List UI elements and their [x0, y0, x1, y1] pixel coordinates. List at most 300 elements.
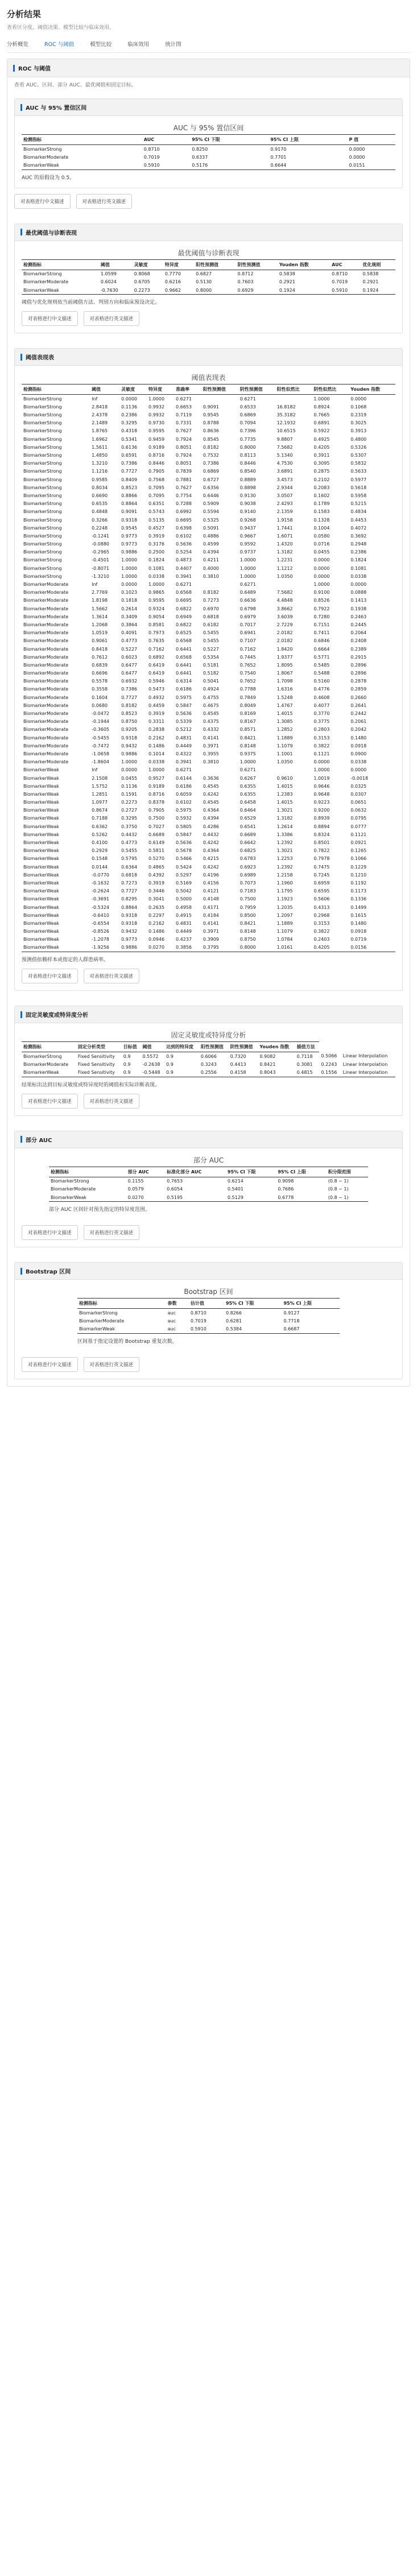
table-cell: 0.0455 — [313, 549, 330, 555]
table-header-row — [22, 384, 395, 395]
table-cell: 0.5795 — [121, 856, 138, 862]
table-cell: 0.8898 — [240, 485, 256, 490]
table-cell: 0.1938 — [350, 606, 367, 611]
table-cell: 0.6869 — [240, 412, 256, 418]
table-row — [22, 919, 395, 927]
table-cell: 0.2896 — [350, 671, 367, 676]
table-cell: 3.8662 — [276, 606, 293, 611]
column-header: 95% CI 下限 — [190, 135, 269, 145]
table-row — [22, 814, 395, 822]
table-row — [22, 726, 395, 734]
table-cell: -0.1241 — [92, 533, 110, 539]
fixed-table — [22, 1041, 395, 1077]
table-cell: 2.4378 — [92, 412, 108, 418]
table-cell: 1.3182 — [276, 549, 293, 555]
table-cell: 0.1583 — [313, 509, 330, 515]
column-header: Youden 指数 — [349, 384, 395, 395]
table-cell: 0.7978 — [313, 856, 330, 862]
table-cell: 0.6271 — [240, 396, 256, 402]
table-cell: 0.5771 — [313, 654, 330, 660]
table-cell: 1.0000 — [148, 582, 165, 588]
table-cell: 0.7017 — [240, 622, 256, 627]
table-cell: 0.6695 — [175, 598, 192, 603]
table-cell: 0.3295 — [121, 816, 138, 821]
table-cell: 0.6822 — [175, 606, 192, 611]
column-header: 插值方法 — [295, 1042, 320, 1052]
describe-cn-button[interactable]: 对表格进行中文描述 — [22, 1094, 78, 1109]
table-cell: 0.2273 — [133, 286, 163, 295]
table-row — [22, 944, 395, 952]
table-cell: BiomarkerWeak — [23, 904, 60, 910]
table-cell: 0.8500 — [240, 912, 256, 918]
table-row — [22, 799, 395, 807]
table-cell: -0.8526 — [92, 929, 110, 935]
table-row — [77, 1325, 340, 1334]
table-cell: 1.0000 — [121, 573, 138, 579]
table-cell: 0.9130 — [240, 493, 256, 498]
table-cell: 0.5160 — [313, 679, 330, 684]
table-cell: 1.2383 — [276, 791, 293, 797]
table-cell: BiomarkerStrong — [23, 573, 62, 579]
table-cell: 0.9100 — [313, 590, 330, 596]
table-cell: 1.0350 — [276, 573, 293, 579]
table-cell: BiomarkerStrong — [23, 412, 62, 418]
opt-table-caption: 最优阈值与诊断表现 — [177, 249, 240, 257]
table-cell: 1.3021 — [276, 848, 293, 854]
table-cell: 0.7396 — [240, 428, 256, 434]
table-cell: 0.6477 — [121, 671, 138, 676]
table-cell: 0.6822 — [175, 622, 192, 627]
table-cell: 0.4392 — [148, 872, 165, 878]
column-header: 阴性预测值 — [238, 384, 275, 395]
table-cell: 0.5847 — [175, 702, 192, 708]
describe-en-button[interactable]: 对表格进行英文描述 — [76, 194, 133, 209]
describe-en-button[interactable]: 对表格进行英文描述 — [84, 311, 140, 326]
table-cell: 0.0579 — [127, 1186, 144, 1192]
table-cell: 0.5339 — [175, 719, 192, 725]
table-cell: 0.2408 — [350, 638, 367, 644]
table-cell: 0.0921 — [350, 840, 367, 846]
table-cell: 0.3095 — [313, 461, 330, 466]
table-cell: 0.3919 — [148, 880, 165, 886]
table-cell: -0.1632 — [92, 880, 110, 886]
table-cell: 7.5682 — [276, 590, 293, 596]
table-row — [22, 597, 395, 605]
table-cell: 0.6314 — [175, 679, 192, 684]
table-cell: 0.8866 — [121, 493, 138, 498]
table-cell: 1.2852 — [276, 727, 293, 733]
table-cell: 0.6891 — [313, 420, 330, 426]
table-cell: BiomarkerStrong — [23, 565, 62, 571]
table-cell: 0.1066 — [350, 856, 367, 862]
table-cell: 0.7320 — [230, 1053, 246, 1059]
table-cell: 0.4773 — [121, 840, 138, 846]
table-cell: 0.5254 — [175, 549, 192, 555]
column-header: AUC — [330, 259, 361, 270]
table-cell: 0.7119 — [175, 412, 192, 418]
table-cell: BiomarkerWeak — [23, 800, 60, 805]
describe-cn-button[interactable]: 对表格进行中文描述 — [22, 1357, 78, 1372]
table-cell: 0.8409 — [121, 477, 138, 482]
table-cell: 0.4184 — [203, 912, 219, 918]
table-cell: 0.8113 — [240, 453, 256, 458]
table-cell: 0.7073 — [240, 880, 256, 886]
table-cell: 0.7532 — [203, 453, 219, 458]
table-cell: 0.2064 — [350, 630, 367, 636]
table-cell: 0.7727 — [121, 694, 138, 700]
table-row — [22, 734, 395, 742]
table-cell: 1.6316 — [276, 687, 293, 692]
roc-panel-title: ROC 与阈值 — [18, 66, 51, 72]
describe-cn-button[interactable]: 对表格进行中文描述 — [22, 311, 78, 326]
accent-bar — [20, 104, 22, 111]
table-cell: 2.7229 — [276, 622, 293, 627]
table-cell: 0.8523 — [121, 711, 138, 717]
table-cell: 0.8716 — [148, 791, 165, 797]
table-cell: 0.0000 — [349, 154, 365, 160]
table-cell: 0.0000 — [313, 573, 330, 579]
table-row — [22, 1052, 395, 1061]
table-cell: 0.1014 — [148, 751, 165, 756]
table-row — [22, 475, 395, 483]
table-cell: 0.3941 — [175, 573, 192, 579]
table-cell: 0.7653 — [167, 1179, 183, 1184]
table-cell: 1.4767 — [276, 702, 293, 708]
table-cell: 0.1789 — [313, 501, 330, 507]
column-header: AUC — [142, 135, 190, 145]
table-cell: 0.8034 — [92, 485, 108, 490]
table-cell: 0.9459 — [148, 436, 165, 442]
table-cell: 1.2392 — [276, 864, 293, 870]
table-cell: 0.7924 — [175, 453, 192, 458]
table-cell: BiomarkerWeak — [23, 840, 60, 846]
table-cell: 0.0455 — [121, 775, 138, 781]
table-cell: 0.2838 — [148, 727, 165, 733]
table-row — [22, 468, 395, 475]
table-cell: 0.7331 — [175, 420, 192, 426]
table-cell: 1.0000 — [240, 557, 256, 563]
column-header: 检测指标 — [22, 259, 99, 270]
table-cell: 0.6271 — [175, 767, 192, 773]
table-cell: BiomarkerModerate — [23, 582, 69, 588]
table-cell: 0.7183 — [240, 888, 256, 894]
table-cell: 0.4148 — [203, 896, 219, 902]
table-cell: 0.1824 — [148, 557, 165, 563]
table-row — [22, 750, 395, 758]
tab-clinical-utility[interactable]: 临床效用 — [127, 42, 150, 48]
table-cell: 0.0338 — [148, 573, 165, 579]
table-cell: 0.4375 — [203, 719, 219, 725]
table-row — [22, 685, 395, 693]
table-cell: BiomarkerModerate — [23, 759, 69, 765]
table-cell: BiomarkerModerate — [23, 694, 69, 700]
table-cell: 0.6419 — [148, 671, 165, 676]
table-cell: 0.2403 — [313, 937, 330, 942]
table-cell: 0.7905 — [148, 808, 165, 813]
table-cell: BiomarkerStrong — [23, 517, 62, 523]
table-cell: 1.2097 — [276, 912, 293, 918]
table-cell: -0.0018 — [350, 775, 369, 781]
table-row — [49, 1185, 368, 1193]
table-cell: 0.5384 — [224, 1325, 282, 1334]
table-cell: 1.3085 — [276, 719, 293, 725]
table-cell: 0.6970 — [203, 606, 219, 611]
table-cell: 0.8418 — [92, 646, 108, 652]
table-cell: 0.3409 — [121, 614, 138, 619]
table-cell: 1.2035 — [276, 904, 293, 910]
table-cell: 0.0651 — [350, 800, 367, 805]
table-cell: 0.0338 — [350, 573, 367, 579]
table-cell: 0.5977 — [350, 477, 367, 482]
table-cell: 0.1486 — [148, 743, 165, 749]
table-cell: BiomarkerModerate — [23, 711, 69, 717]
table-cell: 0.9932 — [148, 412, 165, 418]
table-cell: Fixed Sensitivity — [76, 1068, 122, 1077]
table-cell: 0.5215 — [350, 501, 367, 507]
tab-model-compare[interactable]: 模型比较 — [90, 42, 112, 48]
tab-roc-threshold[interactable]: ROC 与阈值 — [44, 42, 75, 48]
table-cell: 0.6642 — [240, 840, 256, 846]
table-row — [49, 1177, 368, 1185]
table-cell: 0.7635 — [148, 638, 165, 644]
table-cell: 0.4364 — [203, 808, 219, 813]
table-cell: -0.3691 — [92, 896, 110, 902]
table-cell: 0.6267 — [240, 775, 256, 781]
table-row — [22, 427, 395, 435]
table-row — [22, 903, 395, 911]
table-cell: -0.8071 — [92, 565, 110, 571]
table-cell: 0.4815 — [295, 1068, 320, 1077]
table-cell: 0.7822 — [313, 848, 330, 854]
table-cell: 0.1023 — [121, 590, 138, 596]
table-row — [22, 483, 395, 491]
table-cell: 0.8864 — [121, 904, 138, 910]
table-cell: 2.0182 — [276, 630, 293, 636]
table-cell: BiomarkerWeak — [23, 775, 60, 781]
table-cell: 12.1932 — [276, 420, 296, 426]
table-cell: 1.0000 — [240, 759, 256, 765]
table-cell: 0.8710 — [143, 146, 160, 152]
table-cell: 0.7770 — [164, 271, 181, 277]
describe-en-button[interactable]: 对表格进行英文描述 — [84, 969, 140, 983]
table-cell: 0.4318 — [121, 428, 138, 434]
table-cell: 0.6144 — [175, 775, 192, 781]
column-header: Youden 指数 — [278, 259, 330, 270]
table-cell: 0.6355 — [240, 791, 256, 797]
table-cell: Linear Interpolation — [342, 1053, 388, 1059]
table-cell: 0.7718 — [283, 1318, 300, 1324]
table-cell: 0.1336 — [350, 896, 367, 902]
table-cell: 0.0716 — [313, 541, 330, 547]
table-cell: 0.7162 — [240, 646, 256, 652]
table-cell: 0.2635 — [148, 904, 165, 910]
describe-en-button[interactable]: 对表格进行英文描述 — [84, 1357, 140, 1372]
table-cell: 0.4915 — [175, 912, 192, 918]
table-cell: 2.0182 — [276, 638, 293, 644]
table-cell: 0.6664 — [313, 646, 330, 652]
table-row — [22, 847, 395, 855]
tab-stat-plots[interactable]: 统计图 — [165, 42, 181, 48]
table-cell: 0.6441 — [175, 646, 192, 652]
table-cell: -0.7472 — [92, 743, 110, 749]
table-cell: 0.5326 — [350, 444, 367, 450]
table-cell: 0.1081 — [350, 565, 367, 571]
table-cell: 0.8148 — [240, 743, 256, 749]
table-cell: 0.9 — [166, 1053, 174, 1059]
table-cell: 0.3750 — [121, 824, 138, 829]
table-cell: 0.7540 — [240, 671, 256, 676]
table-cell: 1.7441 — [276, 525, 293, 531]
column-header: 95% CI 上限 — [282, 1299, 340, 1309]
table-cell: 1.4320 — [276, 541, 293, 547]
table-cell: BiomarkerWeak — [23, 824, 60, 829]
table-cell: 0.7386 — [121, 461, 138, 466]
table-cell: 0.6337 — [192, 154, 208, 160]
table-cell: 0.4776 — [313, 687, 330, 692]
describe-cn-button[interactable]: 对表格进行中文描述 — [14, 194, 71, 209]
table-cell: 0.3971 — [203, 743, 219, 749]
table-cell: (0.8 ~ 1) — [327, 1193, 368, 1202]
table-cell: 0.7280 — [313, 614, 330, 619]
table-cell: BiomarkerModerate — [23, 622, 69, 627]
table-row — [22, 532, 395, 540]
table-cell: 0.0000 — [313, 557, 330, 563]
table-cell: 0.3176 — [148, 541, 165, 547]
table-cell: 0.4141 — [203, 920, 219, 926]
table-cell: 0.4215 — [203, 856, 219, 862]
table-cell: BiomarkerStrong — [23, 509, 62, 515]
table-cell: BiomarkerStrong — [23, 525, 62, 531]
boot-table — [77, 1298, 340, 1334]
table-cell: BiomarkerStrong — [23, 493, 62, 498]
table-cell: 1.8420 — [276, 646, 293, 652]
table-cell: 0.4332 — [203, 727, 219, 733]
table-cell: 1.1216 — [92, 469, 108, 474]
accent-bar — [20, 1011, 22, 1018]
table-cell: 0.4755 — [203, 694, 219, 700]
table-cell: 0.0325 — [350, 783, 367, 789]
table-cell: 0.5838 — [279, 271, 295, 277]
table-cell: 0.9432 — [121, 929, 138, 935]
table-cell: Fixed Sensitivity — [77, 1061, 115, 1067]
auc-table — [22, 134, 395, 170]
table-cell: 0.9205 — [121, 727, 138, 733]
table-cell: -1.2078 — [92, 937, 110, 942]
table-cell: 2.9344 — [276, 485, 293, 490]
table-cell: BiomarkerStrong — [23, 271, 62, 277]
table-cell: 0.7386 — [203, 461, 219, 466]
table-cell: 0.6541 — [240, 824, 256, 829]
table-cell: 1.1001 — [276, 751, 293, 756]
table-cell: 0.7273 — [203, 598, 219, 603]
table-cell: BiomarkerStrong — [23, 461, 62, 466]
table-cell: 0.1004 — [313, 525, 330, 531]
table-cell: 0.1615 — [350, 912, 367, 918]
table-cell: 0.2083 — [313, 485, 330, 490]
table-cell: 0.6214 — [227, 1179, 243, 1184]
table-row — [22, 613, 395, 621]
table-cell: 0.9054 — [148, 614, 165, 619]
table-cell: 1.0000 — [313, 767, 330, 773]
table-cell: 0.6446 — [203, 493, 219, 498]
table-cell: 0.3909 — [203, 937, 219, 942]
pauc-box — [14, 1131, 403, 1248]
table-cell: 0.7839 — [175, 469, 192, 474]
table-cell: 0.4364 — [203, 848, 219, 854]
describe-en-button[interactable]: 对表格进行英文描述 — [84, 1094, 140, 1109]
table-cell: 1.1795 — [276, 888, 293, 894]
table-cell: 0.2319 — [350, 412, 367, 418]
table-cell: 0.6489 — [240, 590, 256, 596]
column-header: 阳性预测值 — [201, 384, 238, 395]
table-cell: BiomarkerStrong — [79, 1310, 118, 1316]
table-cell: BiomarkerStrong — [23, 557, 62, 563]
table-cell: 0.8501 — [313, 840, 330, 846]
table-cell: 0.2162 — [148, 735, 165, 741]
table-cell: BiomarkerWeak — [22, 1068, 76, 1077]
table-cell: 0.7151 — [313, 622, 330, 627]
table-cell: BiomarkerStrong — [23, 1053, 62, 1059]
table-cell: BiomarkerWeak — [23, 912, 60, 918]
table-cell: 0.8182 — [121, 702, 138, 708]
table-row — [22, 637, 395, 645]
table-cell: 0.3266 — [92, 517, 108, 523]
describe-cn-button[interactable]: 对表格进行中文描述 — [22, 969, 78, 983]
pauc-table — [49, 1167, 368, 1202]
table-cell: 0.9 — [164, 1068, 199, 1077]
table-cell: 0.4831 — [175, 735, 192, 741]
table-cell: 0.8894 — [313, 824, 330, 829]
table-cell: 0.3971 — [203, 929, 219, 935]
table-cell: BiomarkerModerate — [23, 687, 69, 692]
describe-cn-button[interactable]: 对表格进行中文描述 — [22, 1225, 78, 1240]
table-cell: 0.7245 — [313, 872, 330, 878]
table-cell: 0.8049 — [240, 702, 256, 708]
table-cell: 0.6533 — [240, 404, 256, 410]
table-row — [22, 645, 395, 653]
column-header: 检测指标 — [22, 1042, 76, 1052]
table-cell: 0.4453 — [350, 517, 367, 523]
table-cell: 0.1173 — [350, 888, 367, 894]
table-row — [22, 911, 395, 919]
column-header: 固定分析类型 — [76, 1042, 122, 1052]
table-cell: 1.0000 — [121, 557, 138, 563]
table-cell: 0.7973 — [148, 630, 165, 636]
table-cell: (0.8 ~ 1) — [328, 1179, 349, 1184]
table-cell: 0.5169 — [175, 880, 192, 886]
table-cell: 0.6818 — [121, 872, 138, 878]
tab-overview[interactable]: 分析概览 — [7, 42, 29, 48]
table-cell: 0.6644 — [269, 161, 347, 169]
table-cell: 0.1413 — [350, 598, 367, 603]
table-row — [22, 278, 395, 286]
pauc-box-title: 部分 AUC — [26, 1137, 52, 1144]
table-cell: 0.9375 — [240, 751, 256, 756]
table-cell: 2.7769 — [92, 590, 108, 596]
table-cell: 1.0350 — [276, 759, 293, 765]
table-cell: (0.8 ~ 1) — [328, 1186, 349, 1192]
table-cell: 0.7475 — [313, 864, 330, 870]
table-cell: 0.6636 — [240, 598, 256, 603]
column-header: 准确率 — [174, 384, 201, 395]
table-cell: 9.8807 — [276, 436, 293, 442]
describe-en-button[interactable]: 对表格进行英文描述 — [84, 1225, 140, 1240]
table-cell: 0.4599 — [203, 541, 219, 547]
table-cell: 0.9200 — [313, 808, 330, 813]
table-cell: 0.5195 — [165, 1193, 226, 1202]
table-cell: 0.6271 — [240, 767, 256, 773]
table-row — [22, 548, 395, 556]
